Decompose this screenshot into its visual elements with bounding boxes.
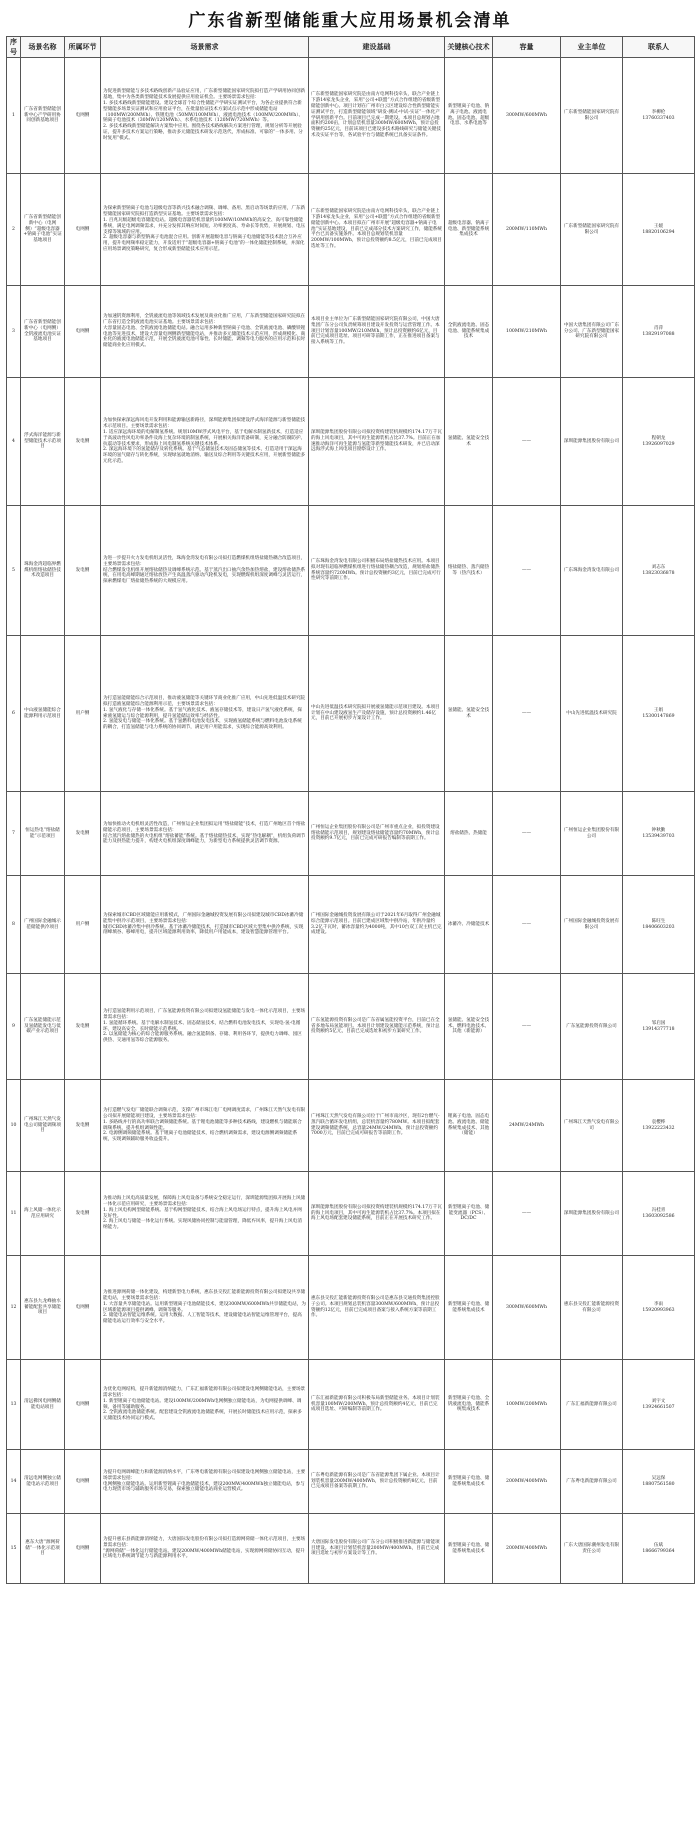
scenario-name: 广东省新型储能创新中心（电网侧）全钒液流电池实证基地项目 — [21, 286, 65, 378]
key-technology: 新型锂离子电池、储能变流器（PCS）、DC/DC — [445, 1172, 493, 1256]
row-number: 15 — [7, 1514, 21, 1584]
construction-basis: 中山先进低温技术研究院拟开展液氢储能示范项目建设。本项目计划在中山建设液氢生产及储存设施，预计总投资额约1.46亿元，目前已开展初步方案设计工作。 — [309, 636, 445, 792]
scenario-requirement — [101, 378, 309, 506]
key-technology: 冰蓄冷、冷储能技术 — [445, 876, 493, 974]
contact-person — [623, 58, 695, 174]
scenario-name: 广东省新型储能创新中心（电网侧）“超级电容器+钠离子电池”实证基地项目 — [21, 174, 65, 286]
key-technology: 氢储能、氢能安全技术 — [445, 636, 493, 792]
scenario-name: 清远佛冈电网侧储能电站项目 — [21, 1360, 65, 1450]
scenario-name: 广东氢能储能示范及氢储能发电与低碳产业示范项目 — [21, 974, 65, 1080]
requirement-item: 2. 全钒液流电池储能系统。配套建设全钒液流电池储能系统，开展长时储能技术应用示范，探索多元储能技术协同运行模式。 — [103, 1410, 302, 1422]
segment: 用户侧 — [65, 876, 101, 974]
row-number: 1 — [7, 58, 21, 174]
requirement-intro: 为提升电网调峰能力和新能源消纳水平，广东粤电新能源有限公司拟建设电网侧独立储能电站，主要场景需求包括： — [103, 1469, 306, 1481]
construction-basis: 广东新型储能国家研究院是由南方电网科技牵头，联合产业链上下游14家龙头企业，采用“公司+联盟”方式合作组建的省级新型储能创新中心。本项目拟在广州市开展“超级电容器+钠离子电池”实证基地建设，目前已完成部分技术方案研究工作，储能系统平台已具备实施条件。本项目总规划装机容量200MW/100MWh，预计总投资额约8.5亿元，目前已完成项目选址等工作。 — [309, 174, 445, 286]
table-header-row — [7, 37, 695, 58]
contact-person — [623, 1172, 695, 1256]
row-number: 3 — [7, 286, 21, 378]
contact-phone: 13760337403 — [642, 115, 675, 121]
construction-basis: 惠东县交投汇能新能源投资有限公司是惠东县交通投资集团控股子公司。本项目规划总装机容量300MW/600MWh，预计总投资额约12亿元，目前已完成项目备案与接入系统方案等前期工作。 — [309, 1256, 445, 1360]
contact-phone: 18807561580 — [642, 1481, 675, 1487]
header-capacity: 容量 — [493, 37, 561, 58]
segment: 电网侧 — [65, 58, 101, 174]
requirement-item: 1. 海上风电构网型储能系统。基于构网型储能技术，结合海上风电场运行特点，提升海上风电并网友好性。 — [103, 1207, 302, 1219]
table-row — [7, 286, 695, 378]
contact-name: 程朝龙 — [651, 435, 666, 441]
owner-unit: 广东氢能源投资有限公司 — [561, 974, 623, 1080]
row-number: 8 — [7, 876, 21, 974]
contact-person — [623, 876, 695, 974]
contact-person — [623, 974, 695, 1080]
requirement-intro: 为打造氢能利用示范项目，广东氢能源投资有限公司拟建设氢能储能与发电一体化示范项目，主要场景需求包括： — [103, 1008, 306, 1020]
key-technology: 超级电容器、钠离子电池、新型储能系统集成技术 — [445, 174, 493, 286]
requirement-item: 2. 超级电容器与新型钠离子电池混合应用。创新开展超级电容与钠离子电池储能等技术混合互补应用，提升电网频率稳定能力，开发适用于“超级电容器+钠离子电池”的一体化储能控制系统，并深化应用场景调度策略研究，复合形成新型储能技术应用示范。 — [103, 235, 305, 253]
requirement-item: 2. 以氢储能为核心的综合能源服务系统。融合氢能制备、存储、利用各环节，提供电力调峰、园区供热、交通用氢等综合能源服务。 — [103, 1032, 302, 1044]
segment: 电网侧 — [65, 1514, 101, 1584]
capacity: 300MW/600MWh — [493, 1256, 561, 1360]
contact-phone: 13829197088 — [642, 331, 675, 337]
construction-basis: 广东氢能源投资有限公司是广东省属氢能投资平台，目前已在全省多地布局氢能项目。本项目计划建设氢储能示范系统，预计总投资额约5亿元，目前已完成选址和初步方案研究工作。 — [309, 974, 445, 1080]
owner-unit: 广州珠江天然气发电有限公司 — [561, 1080, 623, 1172]
row-number: 9 — [7, 974, 21, 1080]
requirement-item: 1. 大容量共享储能电站。运用新型锂离子电池储能技术，建设300MW/600MWh共享储能电站，为区域新能源项目提供调峰、调频等服务。 — [103, 1301, 306, 1313]
requirement-item: 结合燃煤发电机组开展熔盐储热及调峰系统示范。基于蒸汽出口抽汽余热加热熔盐，建设熔盐储热系统，在用电高峰期通过熔盐放热产生高温蒸汽驱动汽轮机发电，实现燃煤机组深度调峰与灵活运行，探索燃煤电厂熔盐储热系统的大规模应用。 — [103, 567, 306, 585]
contact-name: 刘志东 — [651, 564, 666, 570]
row-number: 12 — [7, 1256, 21, 1360]
construction-basis: 广东粤电新能源有限公司是广东省能源集团下属企业。本项目计划装机容量200MW/400MWh，预计总投资额约8亿元，目前已完成项目备案等前期工作。 — [309, 1450, 445, 1514]
table-row — [7, 378, 695, 506]
contact-person — [623, 1514, 695, 1584]
header-contact: 联系人 — [623, 37, 695, 58]
capacity: 100MW/210MWh — [493, 286, 561, 378]
requirement-item: 2. 氢能发电与储能一体化系统。基于氢燃料电池发电技术，实现液氢储能系统与燃料电池发电系统的耦合，打造氢储能与电力系统的协同调节，满足用户用能需求，实现综合能源高效利用。 — [103, 719, 302, 731]
segment: 用户侧 — [65, 636, 101, 792]
requirement-item: 1. 氢气液化与存储一体化系统。基于氢气液化技术、液氢存储技术等，建设日产氢气液化系统，探索液氢储运与综合能源利用，提升氢能储运效率与经济性。 — [103, 707, 302, 719]
requirement-item: 2. 多技术路线新型储能解决方案集中应用。围绕各技术路线解决方案进行管理，规划分析等开展验证，提升多技术方案运行策略，推动多元储能技术研发示范迭代，形成标准、可靠的“一体多用、分时复用”模式。 — [103, 124, 303, 142]
contact-phone: 13924661507 — [642, 1404, 675, 1410]
requirement-item: 2. 电源侧调频储能系统。基于锂离子电池储能技术，结合燃机调频需求，建设电源侧调频储能系统，实现调频辅助服务收益提升。 — [103, 1131, 298, 1143]
capacity: 200MW/110MWh — [493, 174, 561, 286]
scenario-requirement — [101, 1360, 309, 1450]
owner-unit: 中山先进低温技术研究院 — [561, 636, 623, 792]
contact-name: 刘宇文 — [651, 1398, 666, 1404]
key-technology: 新型锂离子电池、钠离子电池、液流电池、固态电池、超级电容、水系电池等 — [445, 58, 493, 174]
requirement-intro: 为进一步提升火力发电机组灵活性，珠海金湾发电有限公司拟打造燃煤机组熔盐储热耦合改造项目，主要场景需求包括： — [103, 555, 306, 567]
segment: 电网侧 — [65, 174, 101, 286]
contact-phone: 15300147869 — [642, 713, 675, 719]
table-row — [7, 506, 695, 636]
contact-name: 王娟 — [653, 707, 664, 713]
contact-person — [623, 1450, 695, 1514]
scenario-requirement — [101, 1450, 309, 1514]
requirement-intro: 为探索新型钠离子电池与超级电容等新兴技术融合调频、调峰、备用、黑启动等场景的应用，广东新型储能国家研究院拟打造新型实证基地。主要场景需求包括： — [103, 206, 306, 217]
capacity: —— — [493, 974, 561, 1080]
construction-basis: 本项目业主单位为广东新型储能国家研究院有限公司，中国大唐集团广东分公司负责统筹项目建设开发投资与运营管理工作。本项目计划容量100MW/210MWh，预计总投资额约6亿元，目前已完成项目选址、项目可研等前期工作，正在推进项目备案与接入系统等工作。 — [309, 286, 445, 378]
owner-unit: 惠东县交投汇能新能源投资有限公司 — [561, 1256, 623, 1360]
table-row — [7, 636, 695, 792]
capacity: —— — [493, 1172, 561, 1256]
table-row — [7, 876, 695, 974]
key-technology: 新型锂离子电池、储能系统集成技术 — [445, 1450, 493, 1514]
requirement-intro: 为探索城市CBD区域储能应用新模式，广州国际金融城投资发展有限公司拟建设城市CBD冰蓄冷储能集中供冷示范项目，主要场景需求包括： — [103, 912, 304, 924]
construction-basis: 广州珠江天然气发电有限公司位于广州市南沙区，现有2台燃气-蒸汽联合循环发电机组，总装机容量约780MW。本项目拟配套建设调频储能系统，总容量24MW/24MWh，预计总投资额约7000万元，目前已完成可研报告等前期工作。 — [309, 1080, 445, 1172]
owner-unit: 广东汇福新能源有限公司 — [561, 1360, 623, 1450]
construction-basis: 广东珠海金湾发电有限公司积极布局熔盐储热技术应用。本项目拟对现有超临界燃煤机组进行熔盐储热耦合改造，规划熔盐储热系统容量约720MWh。预计总投资额约3亿元，目前已完成可行性研究等前期工作。 — [309, 506, 445, 636]
scenario-requirement — [101, 1256, 309, 1360]
table-row — [7, 58, 695, 174]
requirement-item: 1. 氢能循环系统。基于电解水制氢技术、固态储氢技术，结合燃料电池发电技术，实现电-氢-电循环，建设高安全、长时储能示范系统。 — [103, 1020, 301, 1032]
scenario-requirement — [101, 174, 309, 286]
contact-phone: 13922223432 — [642, 1125, 675, 1131]
construction-basis: 大唐国际发电股份有限公司广东分公司积极推进新能源与储能项目建设。本项目计划装机容量200MW/400MWh，目前已完成项目选址与初步方案设计等工作。 — [309, 1514, 445, 1584]
contact-phone: 18666799364 — [642, 1548, 675, 1554]
requirement-item: 2. 储能电站智能运维系统。运用大数据、人工智能等技术，建设储能电站智能运维管理平台，提高储能电站运行效率与安全水平。 — [103, 1313, 302, 1325]
contact-phone: 13926097029 — [642, 441, 675, 447]
contact-name: 吴远保 — [651, 1475, 666, 1481]
contact-person — [623, 636, 695, 792]
capacity: —— — [493, 636, 561, 792]
construction-basis: 广东新型储能国家研究院是由南方电网科技牵头，联合产业链上下游14家龙头企业，采用“公司+联盟”方式合作组建的省级新型储能创新中心。项目计划在广州市白云区建设综合性新型储能实证测试平台，打造新型储能领域“研发-测试-中试-实证”一体化产学研用创新平台。目前项目已完成一期建设。本项目总规划占地面积约200亩，计划总装机容量300MW/600MWh，预计总投资额约25亿元，目前该项目已建设多技术路线研究与储能关键技术及实证平台等，各试验平台与储能系统已具备实证条件。 — [309, 58, 445, 174]
capacity: —— — [493, 876, 561, 974]
contact-phone: 13914377718 — [642, 1026, 675, 1032]
contact-phone: 18406603203 — [642, 924, 675, 930]
row-number: 14 — [7, 1450, 21, 1514]
contact-name: 冯桂青 — [651, 1207, 666, 1213]
capacity: 200MW/400MWh — [493, 1450, 561, 1514]
row-number: 4 — [7, 378, 21, 506]
requirement-item: 1. 适应深远海环境的电解制氢系统。规划10MW浮式风电平台，基于电解水制氢新技术，打造适应于高波动性风电功率条件及海上复杂环境的制氢系统，开展相关海洋装备研制，充分融合防腐防护、抗震动等技术要求，形成海上风电制氢系统关键技术体系。 — [103, 429, 306, 447]
requirement-intro: 为加快推动火电机组灵活性改造，广州恒运企业集团拟运用“熔盐储能”技术，打造广州地区首个熔盐储能示范项目，主要场景需求包括： — [103, 821, 306, 833]
row-number: 6 — [7, 636, 21, 792]
requirement-item: 1. 百兆瓦级超级电容储能电站。超级电容器装机容量约100MW/10MWh的高安全、高可靠性储能系统，满足电网调频需求，并充分发挥其响应时间短、功率密度高、寿命长等优势，开展规划、电压支撑等领域的应用。 — [103, 217, 306, 235]
requirement-intro: 为加速钒资源利用，全钒液流电池等领域技术发展及商业化推广应用，广东新型储能国家研究院拟在广东省打造全钒液流电池实证基地。主要场景需求包括： — [103, 313, 306, 325]
segment: 发电侧 — [65, 506, 101, 636]
owner-unit: 深圳能源集团股份有限公司 — [561, 1172, 623, 1256]
document-title: 广东省新型储能重大应用场景机会清单 — [188, 11, 512, 31]
scenario-requirement — [101, 506, 309, 636]
contact-name: 李柳伦 — [651, 109, 666, 115]
key-technology: 氢储能、氢能安全技术 — [445, 378, 493, 506]
contact-name: 伍斌 — [653, 1542, 664, 1548]
scenario-requirement — [101, 792, 309, 876]
scenario-requirement — [101, 876, 309, 974]
table-row — [7, 792, 695, 876]
requirement-intro: 为推动海上风电高质量发展，保障海上风电设备与系统安全稳定运行，深圳能源集团拟开展海上风储一体化示范应用研究，主要场景需求包括： — [103, 1195, 306, 1207]
capacity: 200MW/400MWh — [493, 1514, 561, 1584]
scenario-requirement — [101, 1514, 309, 1584]
construction-basis: 深圳能源集团股份有限公司拟投资构建装机规模约174.17万千瓦的海上风电项目，其中可再生能源装机占比37.7%。目前正在加速推动海洋可再生能源与氢能等新型储能技术研发，并已启动深远海浮式海上风电项目勘察设计工作。 — [309, 378, 445, 506]
header-basis: 建设基础 — [309, 37, 445, 58]
scenario-requirement — [101, 58, 309, 174]
key-technology: 全钒液流电池、固态电池、储能系统集成技术 — [445, 286, 493, 378]
owner-unit: 广东新型储能国家研究院有限公司 — [561, 58, 623, 174]
construction-basis: 广州国际金融城投资发展有限公司于2021年6月取得广州金融城综合能源示范项目。目前已建成区域集中供冷站，年供冷量约3.2亿千瓦时，蓄冰容量约为4000吨，其中10台双工况主机已完成建设。 — [309, 876, 445, 974]
capacity: 24MW/24MWh — [493, 1080, 561, 1172]
segment: 发电侧 — [65, 1172, 101, 1256]
contact-name: 袁樱桦 — [651, 1119, 666, 1125]
construction-basis: 广东汇福新能源有限公司积极布局新型储能业务。本项目计划装机容量100MW/200MWh，预计总投资额约4亿元，目前已完成项目选址、可研编制等前期工作。 — [309, 1360, 445, 1450]
header-tech: 关键核心技术 — [445, 37, 493, 58]
contact-person — [623, 174, 695, 286]
row-number: 13 — [7, 1360, 21, 1450]
scenario-name: 珠海金湾超临界燃煤机组熔盐储热技术改造项目 — [21, 506, 65, 636]
contact-person — [623, 378, 695, 506]
contact-person — [623, 1360, 695, 1450]
contact-name: 陈旺生 — [651, 918, 666, 924]
construction-basis: 深圳能源集团股份有限公司拟投资构建装机规模约174.17万千瓦的海上风电项目，其中可再生能源装机占比37.7%。本项目拟在海上风电场配套建设储能系统，目前正在开展技术研究工作。 — [309, 1172, 445, 1256]
key-technology: 新型锂离子电池、储能系统集成技术 — [445, 1256, 493, 1360]
scenario-name: 海上风储一体化示范应用研究 — [21, 1172, 65, 1256]
row-number: 7 — [7, 792, 21, 876]
owner-unit: 广东新型储能国家研究院有限公司 — [561, 174, 623, 286]
contact-name: 王媛 — [653, 223, 664, 229]
requirement-item: 1. 多技术路线新型储能建设。建设全球首个综合性储能产学研实证测试平台，为各企业提供符合新型储能多场景实证测试和应用验证平台，在批量验证技术方案试点示范中形成储能电站（100MW/200MWh）、铁锂电池（50MW/100MWh）、液流电池技术（100MW/200MWh）、钠离子电池技术（30MW/120MWh）、水系电池技术（120MW/720MWh）等。 — [103, 100, 304, 124]
header-name: 场景名称 — [21, 37, 65, 58]
header-no: 序号 — [7, 37, 21, 58]
owner-unit: 广州恒运企业集团股份有限公司 — [561, 792, 623, 876]
scenario-name: 浮式海洋能源与新型储能技术示范项目 — [21, 378, 65, 506]
scenario-requirement — [101, 1172, 309, 1256]
capacity: —— — [493, 378, 561, 506]
segment: 电网侧 — [65, 1450, 101, 1514]
scenario-name: 广州珠江天然气发电公司储能调频项目 — [21, 1080, 65, 1172]
table-row — [7, 1360, 695, 1450]
requirement-item: 结合蒸汽熔盐储热的火电机组“熔盐蓄能”系统。基于熔盐储热技术，实现“热电解耦”，机组负荷调节能力及供热能力提升，构建火电机组深度调峰能力，为新型电力系统提供灵活调节资源。 — [103, 833, 306, 845]
contact-name: 钟秋勤 — [651, 827, 666, 833]
segment: 电网侧 — [65, 1360, 101, 1450]
segment: 电网侧 — [65, 1256, 101, 1360]
requirement-item: 电网侧独立储能电站。运用新型锂离子电池储能技术，建设200MW/400MWh独立储能电站，参与电力现货市场与辅助服务市场交易，探索独立储能电站商业运营模式。 — [103, 1481, 305, 1493]
owner-unit: 广州国际金融城投资发展有限公司 — [561, 876, 623, 974]
requirement-item: “源网荷储”一体化运行储能电站。建设200MW/400MWh储能电站，实现源网荷储协同互动，提升区域电力系统调节能力与新能源利用水平。 — [103, 1548, 305, 1560]
requirement-intro: 为打造燃气发电厂储能联合调频示范，支撑广州市珠江电厂电网调度需求，广州珠江天然气发电有限公司拟开展储能项目建设，主要场景需求包括： — [103, 1107, 306, 1119]
contact-phone: 13823036878 — [642, 570, 675, 576]
requirement-item: 大容量固态电池、全钒液流电池储能电站。融合运用多种新型钠离子电池、全钒液流电池、磷酸铁锂电池等先进技术，建设大容量电网侧新型储能电站，并推动多元储能技术示范应用，形成规模化、商业化的液流电池储能示范，开展全钒液流电池可靠性、长时储能、调频等电力服务的应用示范和长时储能商业化应用模式。 — [103, 325, 306, 349]
scenario-requirement — [101, 286, 309, 378]
table-row — [7, 1450, 695, 1514]
requirement-item: 1. 多路线并行的高功率联合调频储能系统。基于锂电池储能等多种技术路线，建设燃机与储能联合调频系统，提升机组调频性能。 — [103, 1119, 302, 1131]
contact-person — [623, 506, 695, 636]
table-row — [7, 974, 695, 1080]
key-technology: 氢储能、氢能安全技术、燃料电池技术、其他（新能源） — [445, 974, 493, 1080]
owner-unit: 广东珠海金湾发电有限公司 — [561, 506, 623, 636]
segment: 发电侧 — [65, 1080, 101, 1172]
construction-basis: 广州恒运企业集团股份有限公司是广州市重点企业，拟投资建设熔盐储能示范项目，规划建设熔盐储能容量约70MWh，预计总投资额约9.7亿元，目前已完成可研报告编制等前期工作。 — [309, 792, 445, 876]
header-requirement: 场景需求 — [101, 37, 309, 58]
scenario-requirement — [101, 974, 309, 1080]
requirement-intro: 为促进新型储能与多技术路线创新产品验证应用，广东新型储能国家研究院拟打造产学研用协同创新基地，集中为各类新型储能技术发展提供应用验证机会。主要场景需求包括： — [103, 89, 306, 100]
key-technology: 熔盐储热、蒸汽储热等（热汽技术） — [445, 506, 493, 636]
table-row — [7, 1172, 695, 1256]
table-row — [7, 1514, 695, 1584]
segment: 发电侧 — [65, 974, 101, 1080]
requirement-item: 2. 深远海环境下的氢能储存及转化系统。基于气态储氢技术及固态储氢等技术，打造适用于深远海环境的氢气储存与转化系统，实现绿氢就地消纳、输送及综合利用等关键技术应用，开展新型储能多元化示范。 — [103, 447, 306, 465]
capacity: —— — [493, 792, 561, 876]
owner-unit: 中国大唐集团有限公司广东分公司、广东新型储能国家研究院有限公司 — [561, 286, 623, 378]
scenario-name: 中山液氢储能综合能源利用示范项目 — [21, 636, 65, 792]
contact-person — [623, 1080, 695, 1172]
contact-person — [623, 286, 695, 378]
requirement-intro: 为推进源网荷储一体化建设，构建新型电力系统，惠东县交投汇能新能源投资有限公司拟建设共享储能电站，主要场景需求包括： — [103, 1289, 306, 1301]
contact-phone: 15920993963 — [642, 1307, 675, 1313]
row-number: 11 — [7, 1172, 21, 1256]
owner-unit: 广东大唐国际潮州发电有限责任公司 — [561, 1514, 623, 1584]
segment: 发电侧 — [65, 378, 101, 506]
capacity: —— — [493, 506, 561, 636]
scenario-name: 惠东大唐“源网荷储”一体化示范项目 — [21, 1514, 65, 1584]
requirement-item: 城市CBD冰蓄冷集中供冷系统。基于冰蓄冷储能技术，打造城市CBD区域大型集中供冷系统，实现削峰填谷、移峰用电，提升区域能源利用效率，降低用户用能成本，建设智慧能源管理平台。 — [103, 924, 304, 936]
contact-name: 李雨 — [653, 1301, 664, 1307]
header-owner: 业主单位 — [561, 37, 623, 58]
contact-phone: 13539439703 — [642, 833, 675, 839]
capacity: 100MW/200MWh — [493, 1360, 561, 1450]
scenario-name: 恒运热电“熔盐储能”示范项目 — [21, 792, 65, 876]
scenario-requirement — [101, 1080, 309, 1172]
contact-person — [623, 792, 695, 876]
table-row — [7, 174, 695, 286]
requirement-intro: 为优化电网结构，提升新能源消纳能力，广东汇福新能源有限公司拟建设电网侧储能电站，主要场景需求包括： — [103, 1386, 306, 1398]
contact-name: 邹启国 — [651, 1020, 666, 1026]
requirement-item: 2. 海上风电与储能一体化运行系统。实现风储协同控制与能量管理，降低弃风率，提升海上风电消纳能力。 — [103, 1219, 302, 1231]
key-technology: 锂离子电池、固态电池、液流电池、储能系统集成技术、其他（储能） — [445, 1080, 493, 1172]
requirement-intro: 为加快探索深远海风电开发利用和能源输送新路径，深圳能源集团拟建设浮式海洋能源与新型储能技术示范项目。主要场景需求包括： — [103, 418, 306, 429]
contact-person — [623, 1256, 695, 1360]
header-segment: 所属环节 — [65, 37, 101, 58]
table-row — [7, 1256, 695, 1360]
scenario-name: 广东省新型储能创新中心产学研用协同创新基地项目 — [21, 58, 65, 174]
row-number: 2 — [7, 174, 21, 286]
row-number: 5 — [7, 506, 21, 636]
requirement-intro: 为打造氢能储能综合示范项目，推动液氢储能等关键环节商业化推广应用，中山先进低温技术研究院拟打造液氢储能综合能源利用示范，主要场景需求包括： — [103, 695, 306, 707]
owner-unit: 深圳能源集团股份有限公司 — [561, 378, 623, 506]
key-technology: 新型锂离子电池、全钒液流电池、储能系统集成技术 — [445, 1360, 493, 1450]
owner-unit: 广东粤电新能源有限公司 — [561, 1450, 623, 1514]
table-body — [7, 58, 695, 1584]
contact-name: 肖萍 — [653, 325, 664, 331]
scenario-name: 清远电网侧独立储能电站示范项目 — [21, 1450, 65, 1514]
scenario-name: 惠东县九龙峰抽水蓄能配套共享储能项目 — [21, 1256, 65, 1360]
key-technology: 熔盐储热、热储能 — [445, 792, 493, 876]
key-technology: 新型锂离子电池、储能系统集成技术 — [445, 1514, 493, 1584]
scenario-table — [6, 36, 695, 1584]
segment: 发电侧 — [65, 792, 101, 876]
contact-phone: 13603092586 — [642, 1213, 675, 1219]
contact-phone: 18820106294 — [642, 229, 675, 235]
requirement-item: 1. 新型锂离子电池储能电站。建设100MW/200MWh电网侧独立储能电站，为电网提供调峰、调频、备用等辅助服务。 — [103, 1398, 302, 1410]
segment: 电网侧 — [65, 286, 101, 378]
capacity: 300MW/600MWh — [493, 58, 561, 174]
requirement-intro: 为提升惠东县新能源消纳能力，大唐国际发电股份有限公司拟打造源网荷储一体化示范项目，主要场景需求包括： — [103, 1536, 306, 1548]
row-number: 10 — [7, 1080, 21, 1172]
table-row — [7, 1080, 695, 1172]
scenario-requirement — [101, 636, 309, 792]
scenario-name: 广州国际金融城示范储能供冷项目 — [21, 876, 65, 974]
